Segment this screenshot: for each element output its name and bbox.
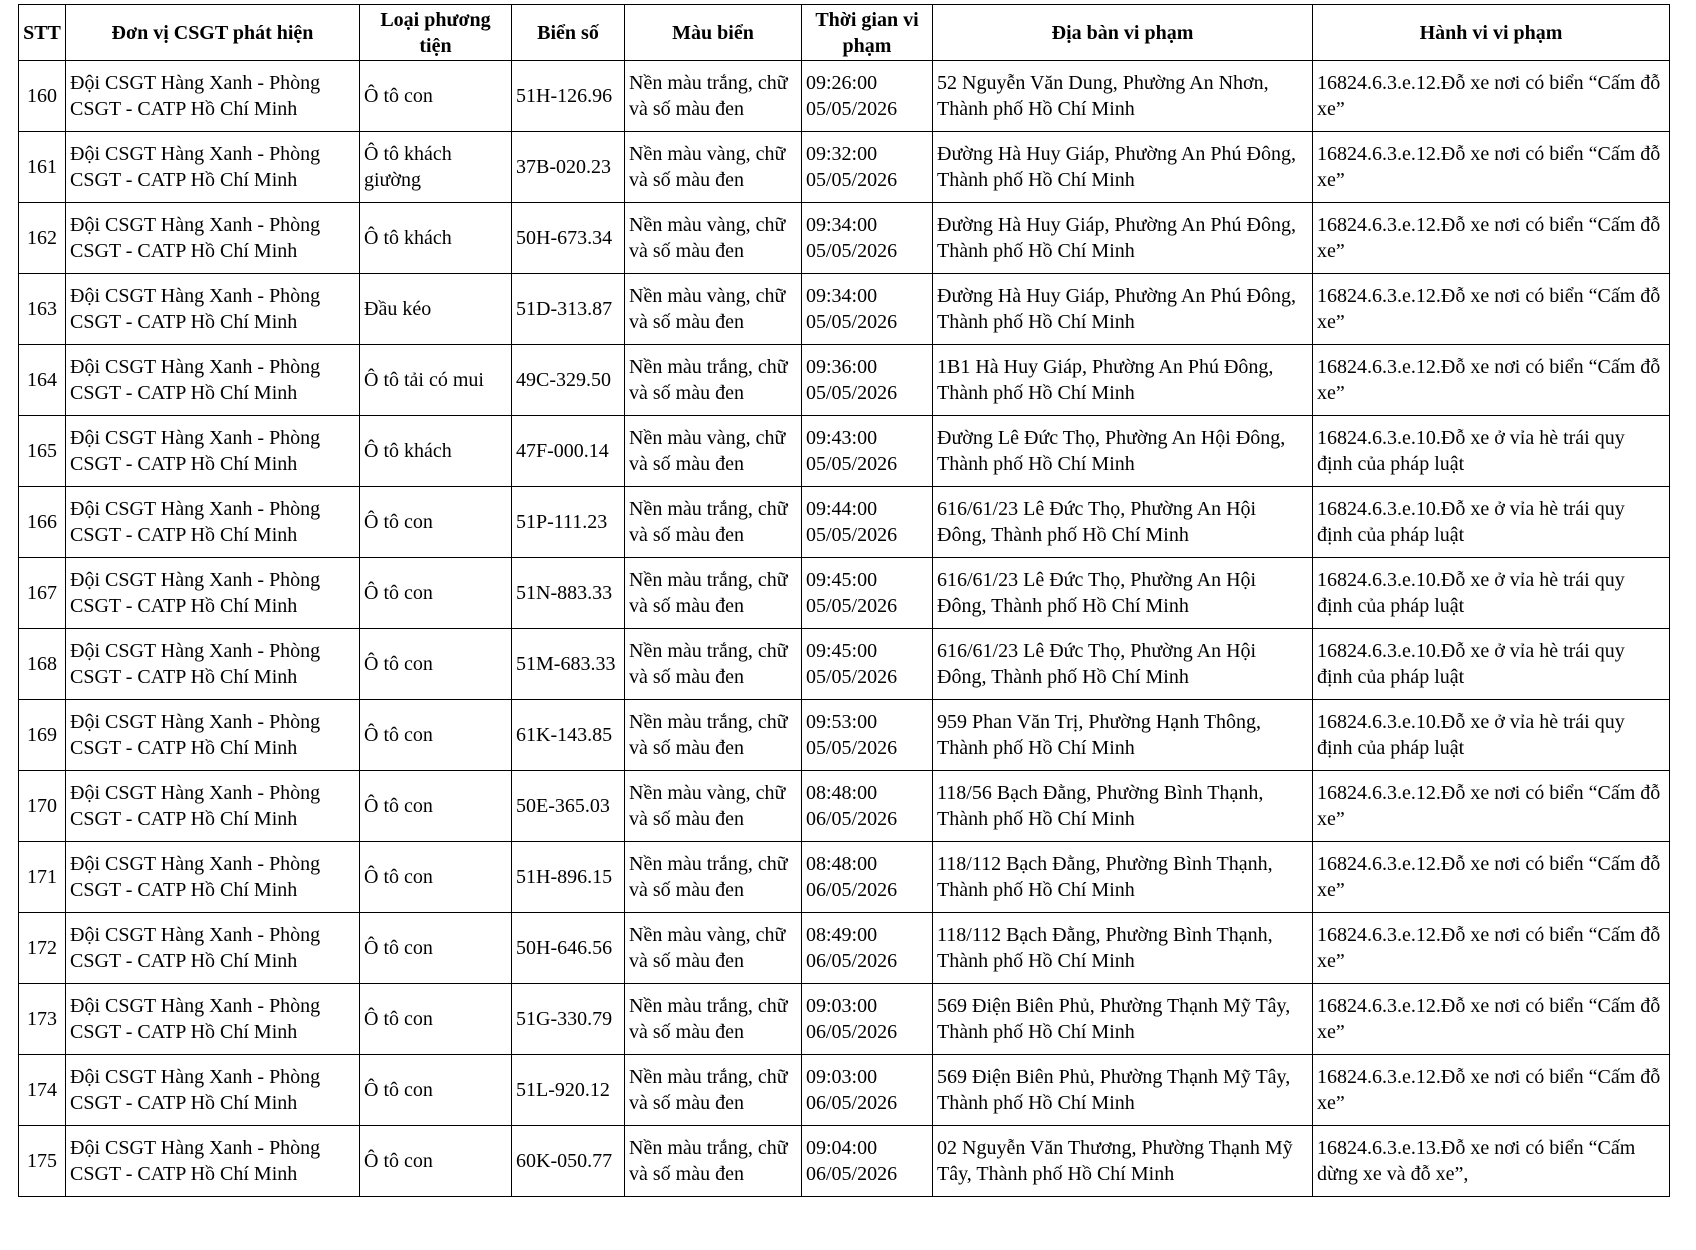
cell-stt: 170 [19,771,66,842]
cell-vehicle: Ô tô con [360,913,512,984]
table-body [19,61,1670,1197]
cell-unit: Đội CSGT Hàng Xanh - Phòng CSGT - CATP Hồ Chí Minh [66,1055,360,1126]
cell-plate: 51H-896.15 [512,842,625,913]
cell-location: 616/61/23 Lê Đức Thọ, Phường An Hội Đông, Thành phố Hồ Chí Minh [933,629,1313,700]
cell-unit: Đội CSGT Hàng Xanh - Phòng CSGT - CATP Hồ Chí Minh [66,203,360,274]
cell-unit: Đội CSGT Hàng Xanh - Phòng CSGT - CATP Hồ Chí Minh [66,416,360,487]
table-row [19,416,1670,487]
cell-unit: Đội CSGT Hàng Xanh - Phòng CSGT - CATP Hồ Chí Minh [66,842,360,913]
cell-time: 09:44:00 05/05/2026 [802,487,933,558]
table-row [19,61,1670,132]
header-plate-color: Màu biển [625,5,802,61]
cell-unit: Đội CSGT Hàng Xanh - Phòng CSGT - CATP Hồ Chí Minh [66,771,360,842]
cell-stt: 160 [19,61,66,132]
cell-location: Đường Hà Huy Giáp, Phường An Phú Đông, Thành phố Hồ Chí Minh [933,274,1313,345]
cell-stt: 169 [19,700,66,771]
cell-vehicle: Ô tô tải có mui [360,345,512,416]
cell-plate-color: Nền màu trắng, chữ và số màu đen [625,487,802,558]
cell-unit: Đội CSGT Hàng Xanh - Phòng CSGT - CATP Hồ Chí Minh [66,984,360,1055]
cell-violation: 16824.6.3.e.12.Đỗ xe nơi có biển “Cấm đỗ xe” [1313,274,1670,345]
cell-time: 09:45:00 05/05/2026 [802,558,933,629]
cell-plate-color: Nền màu trắng, chữ và số màu đen [625,984,802,1055]
cell-vehicle: Ô tô khách [360,416,512,487]
cell-plate-color: Nền màu vàng, chữ và số màu đen [625,132,802,203]
cell-vehicle: Ô tô con [360,487,512,558]
table-row [19,771,1670,842]
cell-plate: 47F-000.14 [512,416,625,487]
cell-time: 09:26:00 05/05/2026 [802,61,933,132]
table-row [19,913,1670,984]
cell-violation: 16824.6.3.e.10.Đỗ xe ở vỉa hè trái quy định của pháp luật [1313,558,1670,629]
cell-vehicle: Ô tô khách giường [360,132,512,203]
cell-location: 569 Điện Biên Phủ, Phường Thạnh Mỹ Tây, Thành phố Hồ Chí Minh [933,1055,1313,1126]
cell-unit: Đội CSGT Hàng Xanh - Phòng CSGT - CATP Hồ Chí Minh [66,913,360,984]
cell-unit: Đội CSGT Hàng Xanh - Phòng CSGT - CATP Hồ Chí Minh [66,558,360,629]
cell-violation: 16824.6.3.e.12.Đỗ xe nơi có biển “Cấm đỗ xe” [1313,913,1670,984]
cell-violation: 16824.6.3.e.12.Đỗ xe nơi có biển “Cấm đỗ xe” [1313,842,1670,913]
table-row [19,984,1670,1055]
cell-time: 09:34:00 05/05/2026 [802,274,933,345]
cell-violation: 16824.6.3.e.10.Đỗ xe ở vỉa hè trái quy định của pháp luật [1313,629,1670,700]
cell-vehicle: Ô tô con [360,771,512,842]
cell-plate: 37B-020.23 [512,132,625,203]
cell-plate: 50H-646.56 [512,913,625,984]
table-row [19,700,1670,771]
cell-unit: Đội CSGT Hàng Xanh - Phòng CSGT - CATP Hồ Chí Minh [66,1126,360,1197]
table-row [19,1126,1670,1197]
header-time: Thời gian vi phạm [802,5,933,61]
cell-unit: Đội CSGT Hàng Xanh - Phòng CSGT - CATP Hồ Chí Minh [66,274,360,345]
cell-time: 09:45:00 05/05/2026 [802,629,933,700]
cell-plate-color: Nền màu vàng, chữ và số màu đen [625,913,802,984]
cell-stt: 162 [19,203,66,274]
cell-plate: 61K-143.85 [512,700,625,771]
cell-plate-color: Nền màu trắng, chữ và số màu đen [625,629,802,700]
cell-time: 09:04:00 06/05/2026 [802,1126,933,1197]
cell-plate-color: Nền màu trắng, chữ và số màu đen [625,558,802,629]
cell-vehicle: Đầu kéo [360,274,512,345]
cell-location: 616/61/23 Lê Đức Thọ, Phường An Hội Đông, Thành phố Hồ Chí Minh [933,487,1313,558]
table-row [19,274,1670,345]
cell-location: 616/61/23 Lê Đức Thọ, Phường An Hội Đông, Thành phố Hồ Chí Minh [933,558,1313,629]
cell-unit: Đội CSGT Hàng Xanh - Phòng CSGT - CATP Hồ Chí Minh [66,487,360,558]
cell-stt: 164 [19,345,66,416]
cell-time: 09:34:00 05/05/2026 [802,203,933,274]
cell-vehicle: Ô tô con [360,61,512,132]
header-plate: Biển số [512,5,625,61]
cell-plate-color: Nền màu vàng, chữ và số màu đen [625,203,802,274]
cell-vehicle: Ô tô con [360,700,512,771]
cell-time: 09:03:00 06/05/2026 [802,1055,933,1126]
cell-unit: Đội CSGT Hàng Xanh - Phòng CSGT - CATP Hồ Chí Minh [66,61,360,132]
cell-plate: 51H-126.96 [512,61,625,132]
cell-unit: Đội CSGT Hàng Xanh - Phòng CSGT - CATP Hồ Chí Minh [66,132,360,203]
header-location: Địa bàn vi phạm [933,5,1313,61]
cell-plate: 51G-330.79 [512,984,625,1055]
header-row [19,5,1670,61]
cell-stt: 173 [19,984,66,1055]
cell-unit: Đội CSGT Hàng Xanh - Phòng CSGT - CATP Hồ Chí Minh [66,700,360,771]
header-violation: Hành vi vi phạm [1313,5,1670,61]
cell-violation: 16824.6.3.e.12.Đỗ xe nơi có biển “Cấm đỗ xe” [1313,1055,1670,1126]
cell-plate-color: Nền màu vàng, chữ và số màu đen [625,274,802,345]
cell-violation: 16824.6.3.e.12.Đỗ xe nơi có biển “Cấm đỗ xe” [1313,345,1670,416]
cell-location: Đường Lê Đức Thọ, Phường An Hội Đông, Thành phố Hồ Chí Minh [933,416,1313,487]
table-row [19,842,1670,913]
cell-stt: 161 [19,132,66,203]
cell-plate: 51L-920.12 [512,1055,625,1126]
cell-time: 09:53:00 05/05/2026 [802,700,933,771]
cell-plate: 51M-683.33 [512,629,625,700]
cell-location: 52 Nguyễn Văn Dung, Phường An Nhơn, Thành phố Hồ Chí Minh [933,61,1313,132]
cell-stt: 171 [19,842,66,913]
header-stt: STT [19,5,66,61]
cell-vehicle: Ô tô con [360,984,512,1055]
cell-time: 09:36:00 05/05/2026 [802,345,933,416]
cell-location: 118/112 Bạch Đằng, Phường Bình Thạnh, Thành phố Hồ Chí Minh [933,842,1313,913]
cell-plate: 60K-050.77 [512,1126,625,1197]
cell-stt: 174 [19,1055,66,1126]
cell-time: 08:48:00 06/05/2026 [802,771,933,842]
cell-location: 118/112 Bạch Đằng, Phường Bình Thạnh, Thành phố Hồ Chí Minh [933,913,1313,984]
cell-stt: 165 [19,416,66,487]
cell-violation: 16824.6.3.e.12.Đỗ xe nơi có biển “Cấm đỗ xe” [1313,132,1670,203]
cell-violation: 16824.6.3.e.13.Đỗ xe nơi có biển “Cấm dừng xe và đỗ xe”, [1313,1126,1670,1197]
cell-plate: 49C-329.50 [512,345,625,416]
cell-location: 959 Phan Văn Trị, Phường Hạnh Thông, Thành phố Hồ Chí Minh [933,700,1313,771]
cell-time: 08:49:00 06/05/2026 [802,913,933,984]
table-row [19,1055,1670,1126]
cell-violation: 16824.6.3.e.12.Đỗ xe nơi có biển “Cấm đỗ xe” [1313,61,1670,132]
cell-plate-color: Nền màu vàng, chữ và số màu đen [625,416,802,487]
table-row [19,203,1670,274]
header-vehicle: Loại phương tiện [360,5,512,61]
cell-vehicle: Ô tô con [360,842,512,913]
violations-table [18,4,1670,1197]
cell-plate: 51P-111.23 [512,487,625,558]
cell-plate-color: Nền màu trắng, chữ và số màu đen [625,700,802,771]
cell-plate: 51N-883.33 [512,558,625,629]
cell-plate-color: Nền màu vàng, chữ và số màu đen [625,771,802,842]
cell-vehicle: Ô tô khách [360,203,512,274]
table-row [19,345,1670,416]
cell-location: 1B1 Hà Huy Giáp, Phường An Phú Đông, Thành phố Hồ Chí Minh [933,345,1313,416]
cell-vehicle: Ô tô con [360,1126,512,1197]
cell-violation: 16824.6.3.e.12.Đỗ xe nơi có biển “Cấm đỗ xe” [1313,771,1670,842]
cell-location: 118/56 Bạch Đằng, Phường Bình Thạnh, Thành phố Hồ Chí Minh [933,771,1313,842]
cell-vehicle: Ô tô con [360,558,512,629]
cell-violation: 16824.6.3.e.10.Đỗ xe ở vỉa hè trái quy định của pháp luật [1313,487,1670,558]
cell-plate: 51D-313.87 [512,274,625,345]
cell-stt: 167 [19,558,66,629]
cell-stt: 175 [19,1126,66,1197]
table-row [19,132,1670,203]
cell-location: Đường Hà Huy Giáp, Phường An Phú Đông, Thành phố Hồ Chí Minh [933,132,1313,203]
cell-location: 02 Nguyễn Văn Thương, Phường Thạnh Mỹ Tây, Thành phố Hồ Chí Minh [933,1126,1313,1197]
cell-violation: 16824.6.3.e.12.Đỗ xe nơi có biển “Cấm đỗ xe” [1313,203,1670,274]
cell-violation: 16824.6.3.e.10.Đỗ xe ở vỉa hè trái quy định của pháp luật [1313,700,1670,771]
cell-stt: 172 [19,913,66,984]
cell-location: Đường Hà Huy Giáp, Phường An Phú Đông, Thành phố Hồ Chí Minh [933,203,1313,274]
table-row [19,487,1670,558]
cell-violation: 16824.6.3.e.10.Đỗ xe ở vỉa hè trái quy định của pháp luật [1313,416,1670,487]
cell-time: 09:03:00 06/05/2026 [802,984,933,1055]
cell-unit: Đội CSGT Hàng Xanh - Phòng CSGT - CATP Hồ Chí Minh [66,345,360,416]
cell-vehicle: Ô tô con [360,629,512,700]
table-row [19,629,1670,700]
cell-stt: 168 [19,629,66,700]
cell-vehicle: Ô tô con [360,1055,512,1126]
cell-unit: Đội CSGT Hàng Xanh - Phòng CSGT - CATP Hồ Chí Minh [66,629,360,700]
header-unit: Đơn vị CSGT phát hiện [66,5,360,61]
cell-plate: 50E-365.03 [512,771,625,842]
cell-stt: 163 [19,274,66,345]
cell-plate-color: Nền màu trắng, chữ và số màu đen [625,61,802,132]
cell-plate-color: Nền màu trắng, chữ và số màu đen [625,842,802,913]
cell-plate-color: Nền màu trắng, chữ và số màu đen [625,345,802,416]
cell-plate: 50H-673.34 [512,203,625,274]
cell-location: 569 Điện Biên Phủ, Phường Thạnh Mỹ Tây, Thành phố Hồ Chí Minh [933,984,1313,1055]
table-row [19,558,1670,629]
cell-plate-color: Nền màu trắng, chữ và số màu đen [625,1126,802,1197]
cell-time: 08:48:00 06/05/2026 [802,842,933,913]
cell-time: 09:32:00 05/05/2026 [802,132,933,203]
cell-violation: 16824.6.3.e.12.Đỗ xe nơi có biển “Cấm đỗ xe” [1313,984,1670,1055]
cell-time: 09:43:00 05/05/2026 [802,416,933,487]
cell-plate-color: Nền màu trắng, chữ và số màu đen [625,1055,802,1126]
cell-stt: 166 [19,487,66,558]
